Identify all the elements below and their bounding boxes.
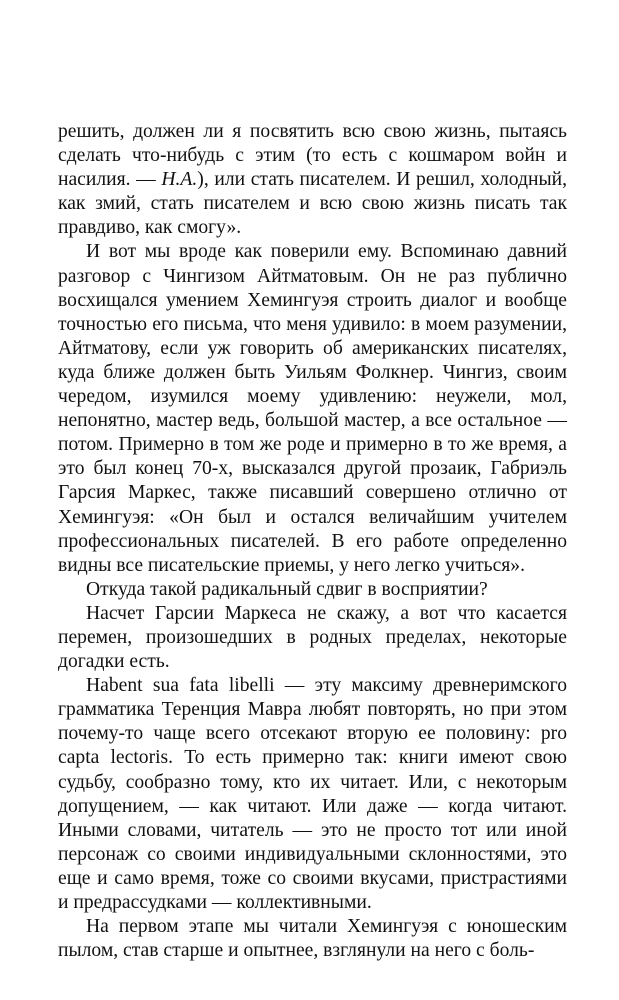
paragraph-5: Habent sua fata libelli — эту максиму древнеримского грамматика Теренция Мавра любят повторять, но при этом почему-то чаще всего отсекают вторую ее половину: pro capta lectoris. То есть примерно так: книги имеют свою судьбу, сообразно тому, кто их читает. Или, с некоторым допущением, — как читают. Или даже — когда читают. Иными словами, читатель — это не просто тот или иной персонаж со своими индивидуальными склонностями, это еще и само время, тоже со своими вкусами, пристрастиями и предрассудками — коллективными. — [58, 675, 567, 913]
paragraph-1-part-1: решить, должен ли я посвятить всю свою жизнь, пытаясь сделать что-нибудь с этим (то есть с кошмаром войн и насилия. — — [58, 121, 567, 191]
page-text — [58, 120, 567, 963]
paragraph-6: На первом этапе мы читали Хемингуэя с юношеским пылом, став старше и опытнее, взглянули на него с боль- — [58, 916, 567, 962]
paragraph-1 — [58, 120, 567, 240]
paragraph-3: Откуда такой радикальный сдвиг в восприятии? — [86, 578, 488, 600]
paragraph-1-part-3: ), или стать писателем. И решил, холодный, как змий, стать писателем и всю свою жизнь писать так правдиво, как смогу». — [58, 169, 567, 239]
author-initials: Н.А. — [161, 169, 198, 191]
paragraph-4: Насчет Гарсии Маркеса не скажу, а вот что касается перемен, произошедших в родных пределах, некоторые догадки есть. — [58, 602, 567, 673]
paragraph-2: И вот мы вроде как поверили ему. Вспоминаю давний разговор с Чингизом Айтматовым. Он не раз публично восхищался умением Хемингуэя строить диалог и вообще точностью его письма, что меня удивило: в моем разумении, Айтматову, если уж говорить об американских писателях, куда ближе должен быть Уильям Фолкнер. Чингиз, своим чередом, изумился моему удивлению: неужели, мол, непонятно, мастер ведь, большой мастер, а все остальное — потом. Примерно в том же роде и примерно в то же время, а это был конец 70-х, высказался другой прозаик, Габриэль Гарсия Маркес, также писавший совершено отлично от Хемингуэя: «Он был и остался величайшим учителем профессиональных писателей. В его работе определенно видны все писательские приемы, у него легко учиться». — [58, 241, 567, 576]
